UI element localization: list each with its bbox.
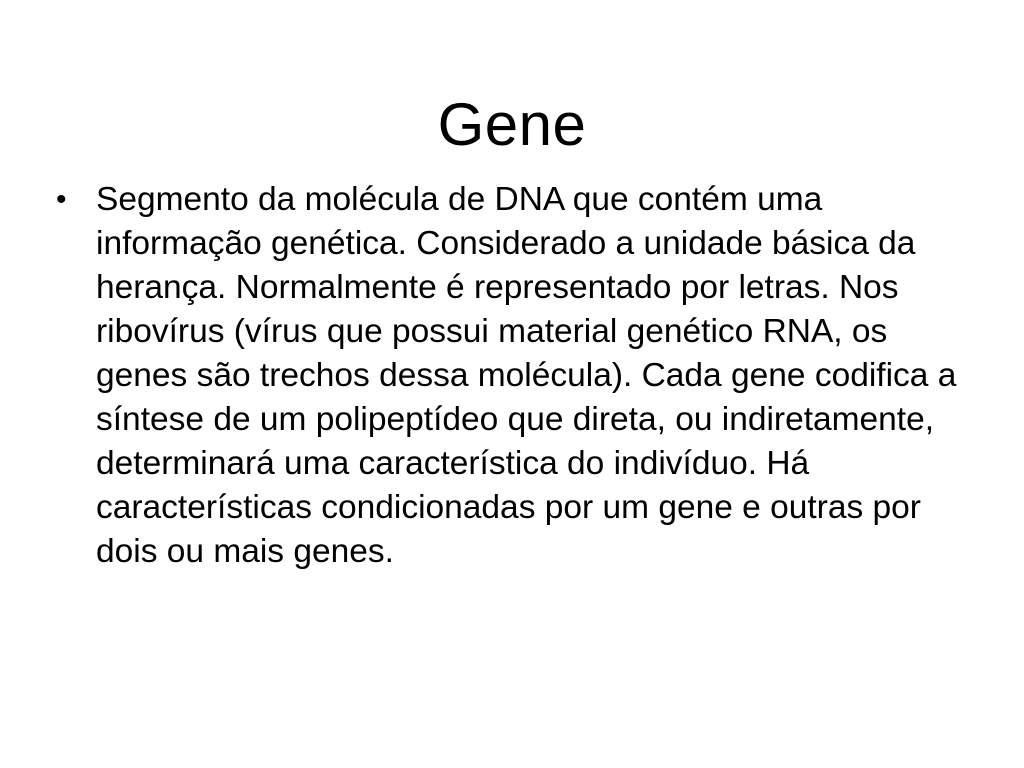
- slide-body: [56, 178, 968, 574]
- list-item: [56, 178, 968, 574]
- list-item-text: Segmento da molécula de DNA que contém uma informação genética. Considerado a unidade básica da herança. Normalmente é representado por letras. Nos ribovírus (vírus que possui material genético RNA, os genes são trechos dessa molécula). Cada gene codifica a síntese de um polipeptídeo que direta, ou indiretamente, determinará uma característica do indivíduo. Há características condicionadas por um gene e outras por dois ou mais genes.: [96, 181, 957, 570]
- page-title: Gene: [437, 91, 587, 159]
- bullet-point-icon: •: [56, 183, 67, 216]
